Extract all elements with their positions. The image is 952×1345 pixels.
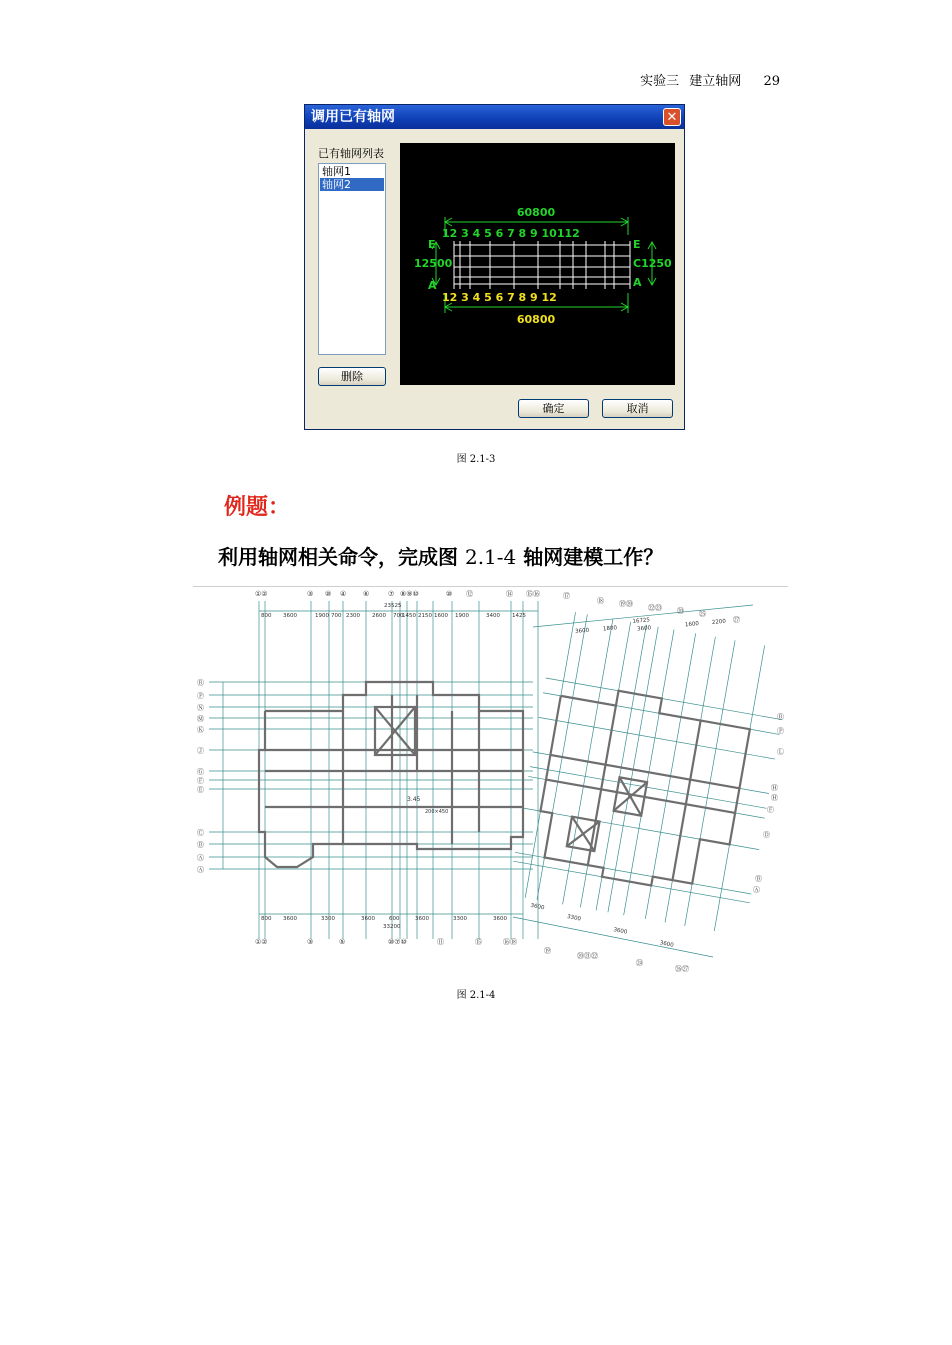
left-axis-label: Ⓕ [197,777,204,785]
right-axis-label: Ⓐ [753,886,760,894]
grid-listbox[interactable] [318,163,386,355]
top-axis-label: ⑥ [363,590,370,598]
plan-axis-lines [209,601,788,957]
left-axis-label: Ⓚ [197,726,204,734]
left-axis-label: Ⓜ [197,715,204,723]
top-axis-label: ㉗ [733,616,740,624]
left-axis-label: Ⓔ [197,786,204,794]
grid-preview [400,143,675,385]
right-axis-label: Ⓗ [771,784,778,792]
top-axis-label: ④ [340,590,347,598]
bottom-axis-label: ㉔ [636,959,643,967]
running-header [634,70,780,89]
right-axis-label: Ⓟ [777,727,784,735]
left-axis-label: Ⓐ [197,854,204,862]
preview-right-top-axis: E [633,238,641,251]
floor-plan-axis-grid [193,587,788,977]
top-dim: 2600 [372,613,386,619]
bottom-axis-label: ⑳㉑㉒ [577,952,598,960]
bottom-axis-label: ⑤ [339,938,346,946]
right-top-dim: 1600 [684,621,700,629]
bottom-axis-label: ⑪ [437,938,444,946]
right-bottom-dim: 3600 [612,927,628,936]
right-axis-label: Ⓗ [771,794,778,802]
close-icon[interactable]: ✕ [663,108,681,126]
top-axis-label: ⑧⑨⑩ [400,590,419,598]
top-dim: 1425 [512,613,526,619]
right-axis-label: Ⓕ [767,806,774,814]
right-bottom-dim: 3300 [566,914,582,923]
preview-right-dim: C1250 [633,257,672,270]
left-axis-label: Ⓝ [197,704,204,712]
top-dim: 1900 [315,613,329,619]
right-top-dim: 2200 [711,618,727,626]
top-axis-label: ㉒㉓ [648,604,662,612]
top-axis-label: ⑱ [597,597,604,605]
bottom-axis-label: ⑯⑱ [503,938,517,946]
top-axis-label: ⑭ [506,590,513,598]
top-axis-label: ⑳ [677,607,684,615]
bottom-axis-label: ⑲ [544,947,551,955]
top-axis-label: ⑦ [388,590,395,598]
dialog-title: 调用已有轴网 [311,109,395,125]
bottom-dim: 3600 [283,916,297,922]
left-axis-label: Ⓙ [197,747,204,755]
header-title: 建立轴网 [689,74,742,89]
bottom-dim: 3600 [361,916,375,922]
top-dim: 3400 [486,613,500,619]
list-item-selected[interactable]: 轴网2 [320,178,384,191]
figure-caption: 图 2.1-3 [456,454,496,465]
bottom-dim: 3600 [493,916,507,922]
preview-top-axes: 12 3 4 5 6 7 8 9 10112 [442,227,580,240]
page-number: 29 [763,74,780,89]
bottom-axis-label: ③ [307,938,314,946]
bottom-dim: 3300 [321,916,335,922]
beam-note: 200×450 [425,809,449,815]
top-total-dim: 23525 [384,603,402,609]
top-dim: 1450 [402,613,416,619]
bottom-dim: 3300 [453,916,467,922]
right-axis-label: Ⓓ [763,831,770,839]
top-dim: 2150 [418,613,432,619]
bottom-axis-label: ⑮ [475,938,482,946]
top-axis-label: ⑩ [446,590,453,598]
bottom-total-dim: 33200 [383,924,401,930]
left-axis-label: Ⓡ [197,679,204,687]
plan-walls [259,681,752,898]
top-axis-label: ⑫ [466,590,473,598]
right-top-total-dim: 16725 [632,617,651,625]
top-dim: 700 [331,613,342,619]
right-top-dim: 3600 [636,625,652,633]
top-dim: 700 [393,613,404,619]
top-axis-label: ③ [307,590,314,598]
bottom-axis-label: ⑩⑦⑩ [388,938,407,946]
left-axis-label: Ⓑ [197,841,204,849]
preview-left-top-axis: E [428,238,436,251]
right-top-dim: 1800 [602,625,618,633]
load-axis-grid-dialog [304,104,685,430]
question-figure-number: 2.1-4 [464,545,517,569]
top-axis-label: ⑲⑳ [619,600,633,608]
preview-right-bottom-axis: A [633,276,642,289]
right-axis-label: Ⓡ [777,713,784,721]
right-top-dim: 3600 [574,627,590,635]
header-chapter: 实验三 [640,74,680,89]
bottom-dim: 800 [261,916,272,922]
question-text: 利用轴网相关命令，完成图 [218,545,465,569]
left-axis-label: Ⓒ [197,829,204,837]
preview-left-dim: 12500 [414,257,453,270]
example-heading: 例题： [224,495,291,520]
cancel-button[interactable]: 取消 [602,399,673,418]
elevation-note: 3.45 [407,796,421,803]
top-axis-label: ①② [255,590,268,598]
list-item[interactable]: 轴网1 [322,165,351,178]
dialog-titlebar[interactable] [305,105,684,129]
preview-left-bottom-axis: A [428,279,437,292]
top-axis-label: ⑮⑯ [526,590,540,598]
delete-button[interactable]: 删除 [318,367,386,386]
left-axis-label: Ⓖ [197,768,204,776]
top-dim: 1900 [455,613,469,619]
right-bottom-dim: 3600 [529,902,545,912]
right-axis-label: Ⓛ [777,748,784,756]
bottom-dim: 3600 [415,916,429,922]
top-dim: 1600 [434,613,448,619]
preview-top-total: 60800 [516,206,556,219]
top-axis-label: ⑰ [563,592,570,600]
preview-bottom-axes: 12 3 4 5 6 7 8 9 12 [442,291,557,304]
figure-caption: 图 2.1-4 [456,990,496,1001]
ok-button[interactable]: 确定 [518,399,589,418]
left-axis-label: Ⓟ [197,692,204,700]
grid-list-label: 已有轴网列表 [318,147,384,160]
example-question [218,541,663,570]
top-dim: 800 [261,613,272,619]
top-axis-label: ⑩ [325,590,332,598]
top-dim: 2300 [346,613,360,619]
right-bottom-dim: 3600 [659,940,675,949]
top-dim: 3600 [283,613,297,619]
left-axis-label: Ⓐ [197,866,204,874]
bottom-dim: 600 [389,916,400,922]
bottom-axis-label: ㉖㉗ [675,965,689,973]
preview-bottom-total: 60800 [516,313,556,326]
bottom-axis-label: ①② [255,938,268,946]
right-axis-label: Ⓑ [755,875,762,883]
question-text-end: 轴网建模工作？ [516,545,664,569]
top-axis-label: ㉕ [699,610,706,618]
